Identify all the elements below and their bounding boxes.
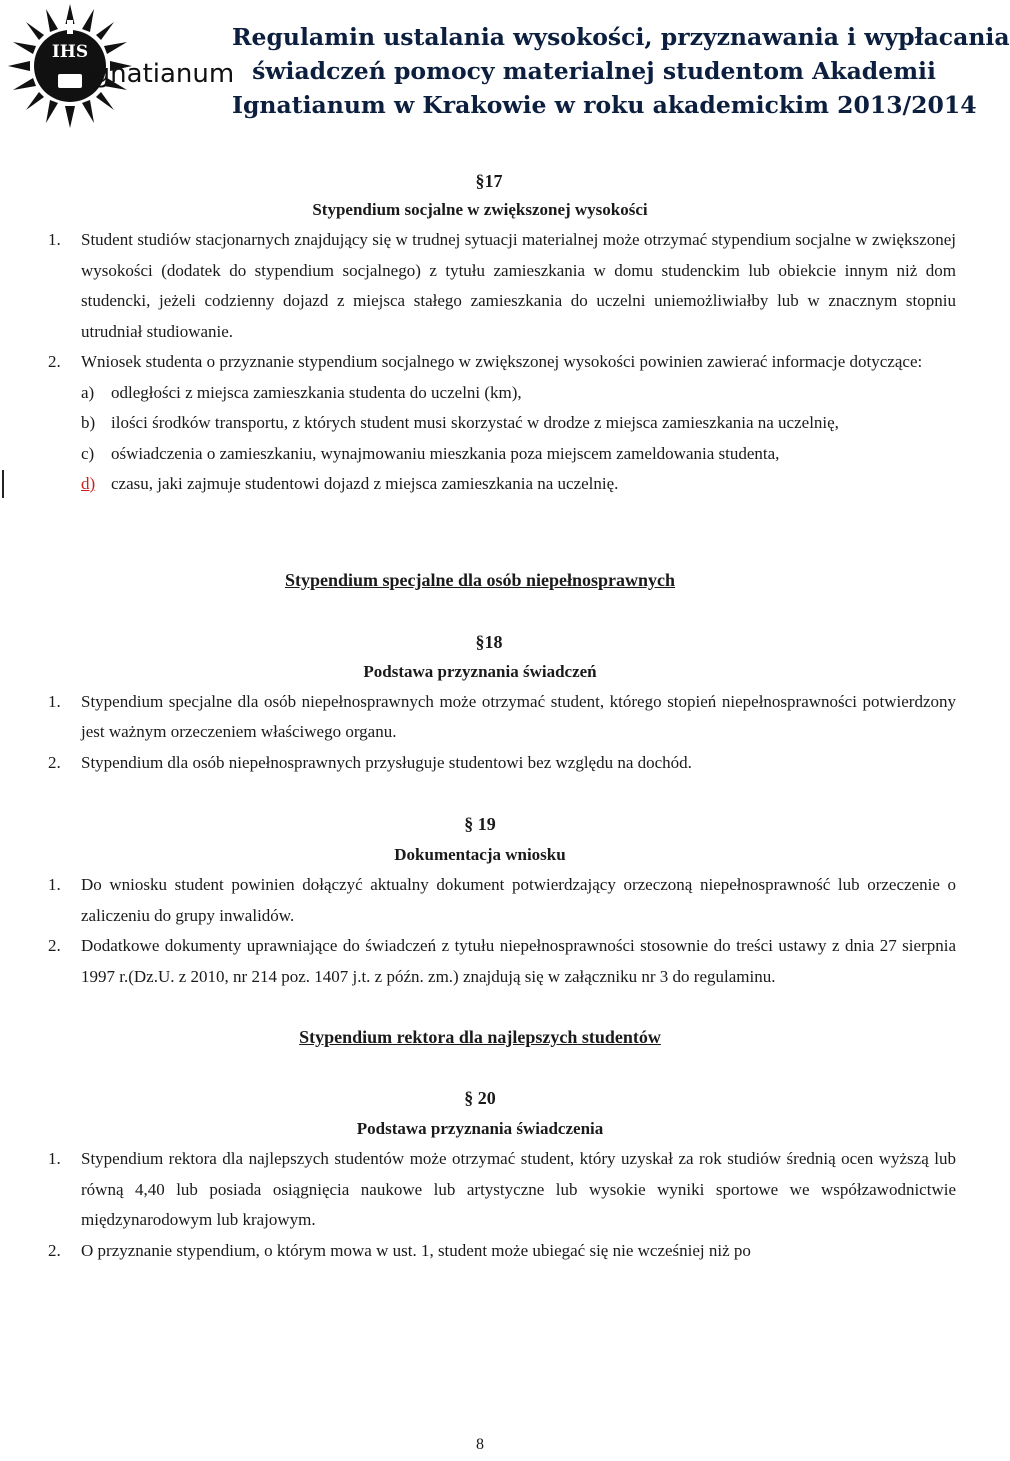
item-number: 1. [48,230,61,249]
title-line: Regulamin ustalania wysokości, przyznawania i wypłacania [232,23,1010,51]
list-item [0,1236,960,1267]
item-text: Student studiów stacjonarnych znajdujący się w trudnej sytuacji materialnej może otrzymać stypendium socjalne w zwiększonej wysokości (dodatek do stypendium socjalnego) z tytułu zamieszkania w domu studenckim lub obiekcie innym niż dom studencki, jeżeli codzienny dojazd z miejsca stałego zamieszkania do uczelni uniemożliwiałby lub w znacznym stopniu utrudniał studiowanie. [81,230,956,341]
item-number: 2. [48,936,61,955]
section-heading: Stypendium specjalne dla osób niepełnosprawnych [284,569,676,590]
paragraph-number: §18 [475,631,503,652]
paragraph-number: §17 [475,171,503,191]
sub-item [0,469,960,500]
logo-ihs-text: IHS [51,42,89,62]
logo-brand-text: Ignatianum [86,59,235,89]
paragraph-number: § 19 [464,814,496,834]
sub-item-label: a) [81,382,95,402]
sub-item-label: b) [81,413,96,432]
item-text: Stypendium rektora dla najlepszych studentów może otrzymać student, który uzyskał za rok studiów średnią ocen wyższą lub równą 4,40 lub posiada osiągnięcia naukowe lub artystyczne lub wysokie wyniki sportowe we współzawodnictwie międzynarodowym lub krajowym. [81,1149,956,1229]
title-line: świadczeń pomocy materialnej studentom Akademii [252,57,936,85]
section-heading: Stypendium rektora dla najlepszych studentów [299,1027,661,1047]
paragraph-title: Dokumentacja wniosku [394,845,566,864]
sub-item [0,439,960,470]
item-number: 1. [48,691,61,711]
sub-item-text: ilości środków transportu, z których student musi skorzystać w drodze z miejsca zamieszkania na uczelnię, [111,413,839,432]
list-item [0,870,960,931]
list-item [0,687,960,748]
list-item [0,225,960,347]
item-number: 1. [48,1149,61,1168]
list-item [0,347,960,378]
item-text: Wniosek studenta o przyznanie stypendium socjalnego w zwiększonej wysokości powinien zawierać informacje dotyczące: [81,352,923,371]
sub-item-label-revised: d) [81,474,96,493]
revision-bar [2,470,4,498]
list-item [0,748,960,779]
item-number: 2. [48,752,61,772]
sub-item-text: czasu, jaki zajmuje studentowi dojazd z miejsca zamieszkania na uczelnię. [111,474,619,493]
list-item [0,931,960,992]
item-number: 2. [48,352,61,371]
list-item [0,1144,960,1236]
title-line: Ignatianum w Krakowie w roku akademickim 2013/2014 [232,91,977,119]
page-header [0,0,1010,140]
paragraph-title: Podstawa przyznania świadczeń [363,661,597,681]
page-number: 8 [476,1436,484,1453]
item-number: 2. [48,1240,61,1260]
sub-item [0,408,960,439]
logo-graphic [12,2,235,130]
paragraph-title: Podstawa przyznania świadczenia [356,1119,604,1138]
paragraph-number: § 20 [464,1088,496,1108]
item-text: Stypendium dla osób niepełnosprawnych przysługuje studentowi bez względu na dochód. [81,752,692,772]
item-text: Stypendium specjalne dla osób niepełnosprawnych może otrzymać student, którego stopień niepełnosprawności potwierdzony jest ważnym orzeczeniem właściwego organu. [81,691,956,741]
sub-item-label: c) [81,443,95,463]
item-text: Dodatkowe dokumenty uprawniające do świadczeń z tytułu niepełnosprawności stosownie do treści ustawy z dnia 27 sierpnia 1997 r.(Dz.U. z 2010, nr 214 poz. 1407 j.t. z późn. zm.) znajdują się w załączniku nr 3 do regulaminu. [81,936,956,986]
sub-item-text: odległości z miejsca zamieszkania studenta do uczelni (km), [111,382,522,402]
sub-item-text: oświadczenia o zamieszkaniu, wynajmowaniu mieszkania poza miejscem zameldowania studenta, [111,443,780,463]
ignatianum-logo [12,2,235,130]
paragraph-title: Stypendium socjalne w zwiększonej wysokości [312,200,648,219]
item-number: 1. [48,875,61,894]
item-text: Do wniosku student powinien dołączyć aktualny dokument potwierdzający orzeczoną niepełnosprawność lub orzeczenie o zaliczeniu do grupy inwalidów. [81,875,956,925]
document-body [0,160,960,1266]
sub-item [0,378,960,409]
item-text: O przyznanie stypendium, o którym mowa w ust. 1, student może ubiegać się nie wcześniej niż po [81,1240,751,1260]
document-title [232,20,1010,122]
